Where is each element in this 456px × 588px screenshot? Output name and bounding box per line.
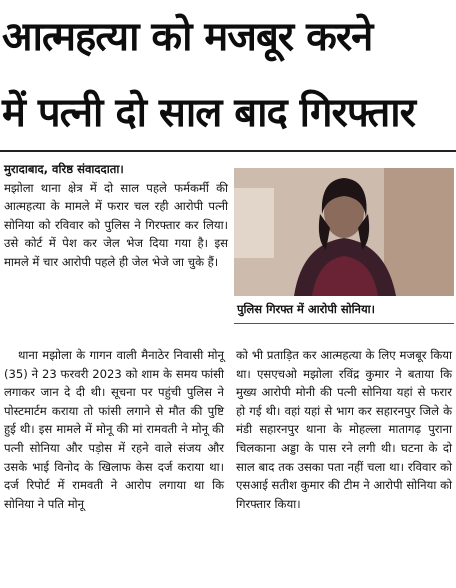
body-left-paragraph: थाना मझोला के गागन वाली मैनाठेर निवासी मोनू (35) ने 23 फरवरी 2023 को शाम के समय फांसी लगाकर जान दे दी थी। सूचना पर पहुंची पुलिस ने पोस्टमार्टम कराया तो फांसी लगाने से मौत की पुष्टि हुई थी। इस मामले में मोनू की मां रामवती ने मोनू की पत्नी सोनिया और पड़ोस में रहने वाले संजय और उसके भाई विनोद के खिलाफ केस दर्ज कराया था। दर्ज रिपोर्ट में रामवती ने आरोप लगाया था कि सोनिया ने पति मोनू	[4, 348, 224, 511]
dateline: मुरादाबाद, वरिष्ठ संवाददाता।	[4, 162, 124, 176]
intro-column	[4, 160, 228, 272]
headline-line-1: आत्महत्या को मजबूर करने	[2, 14, 373, 60]
caption-divider	[234, 323, 454, 324]
body-right-paragraph: को भी प्रताड़ित कर आत्महत्या के लिए मजबूर किया था। एसएचओ मझोला रविंद्र कुमार ने बताया कि मुख्य आरोपी मोनी की पत्नी सोनिया यहां से फरार हो गई थी। वहां यहां से भाग कर सहारनपुर जिले के मंडी सहारनपुर थाना के मोहल्ला मातागढ़ पुराना चिलकाना अड्डा के पास रने लगी थी। घटना के दो साल बाद तक उसका पता नहीं चला था। रविवार को एसआई सतीश कुमार की टीम ने आरोपी सोनिया को गिरफ्तार किया।	[236, 348, 452, 511]
accused-photo	[234, 168, 454, 296]
photo-illustration	[234, 168, 454, 296]
headline-divider	[0, 150, 456, 152]
body-right-column	[236, 346, 452, 513]
photo-caption: पुलिस गिरफ्त में आरोपी सोनिया।	[237, 302, 375, 316]
intro-paragraph: मझोला थाना क्षेत्र में दो साल पहले फर्मकर्मी की आत्महत्या के मामले में फरार चल रही आरोपी पत्नी सोनिया को रविवार को पुलिस ने गिरफ्तार कर लिया। उसे कोर्ट में पेश कर जेल भेज दिया गया है। इस मामले में चार आरोपी पहले ही जेल भेजे जा चुके हैं।	[4, 180, 228, 269]
body-left-column	[4, 346, 224, 513]
headline-line-2: में पत्नी दो साल बाद गिरफ्तार	[2, 90, 415, 136]
